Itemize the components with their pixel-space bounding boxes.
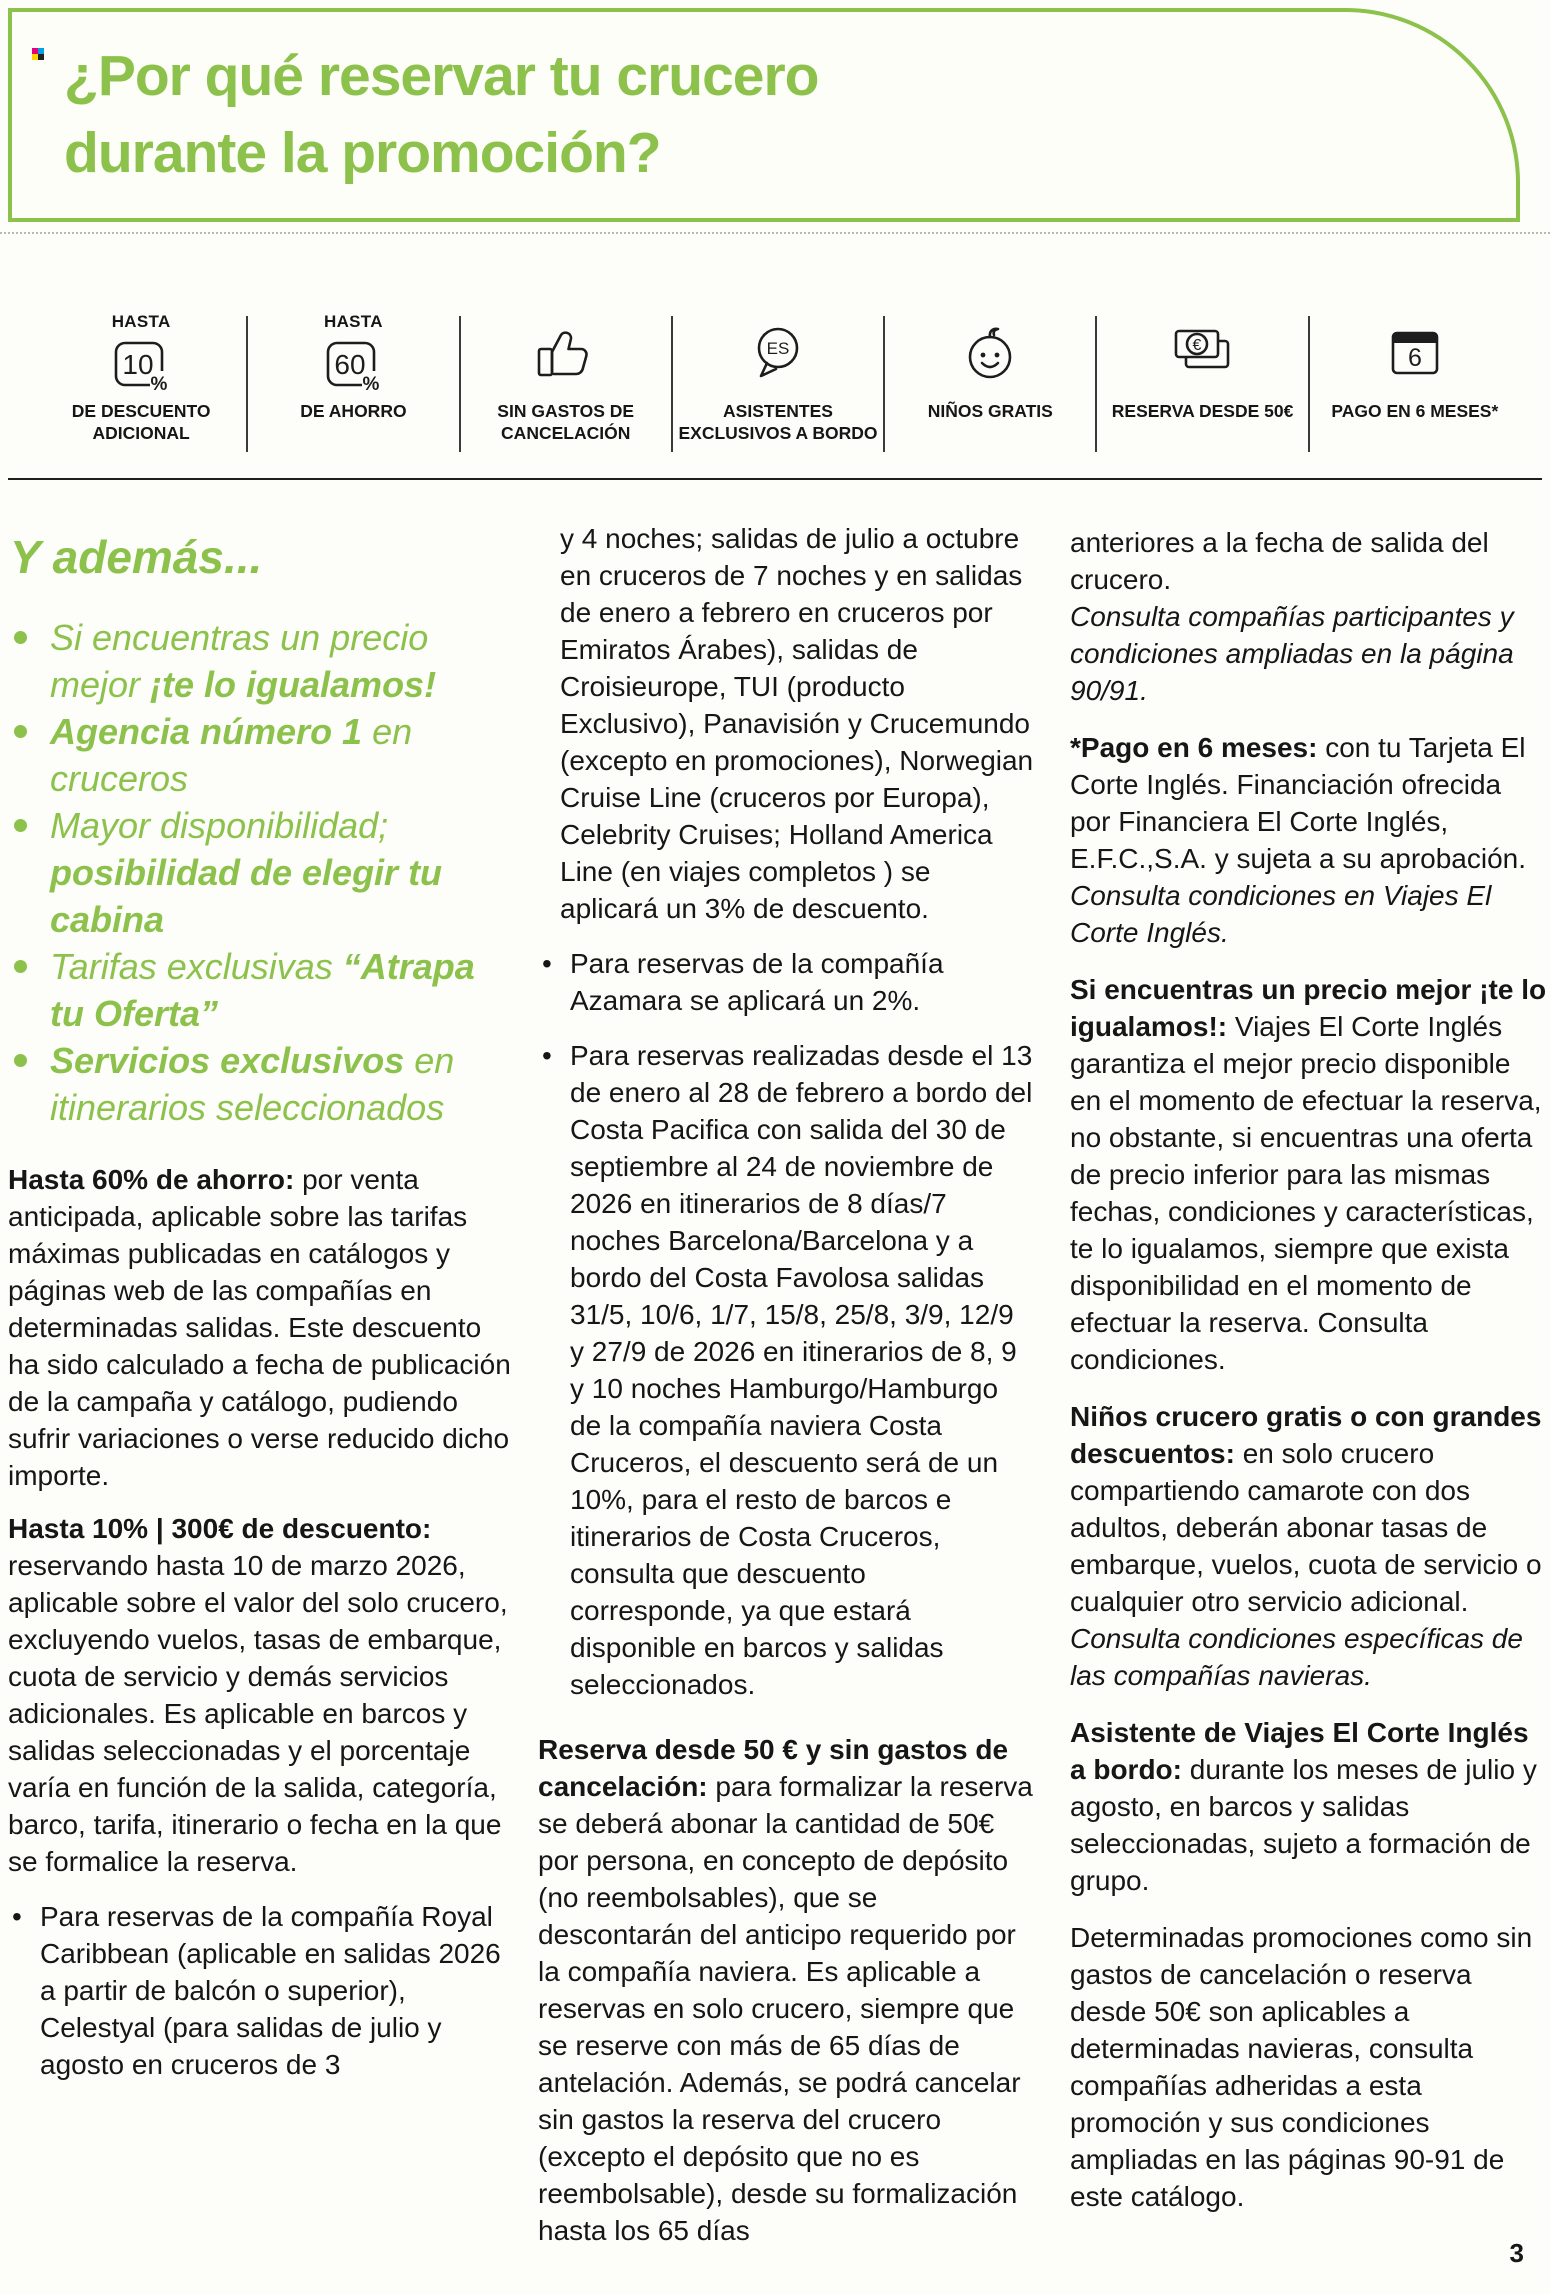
highlight-item: Tarifas exclusivas “Atrapa tu Oferta” <box>8 943 513 1037</box>
highlight-item: Si encuentras un precio mejor ¡te lo igualamos! <box>8 614 513 708</box>
terms-royal-caribbean-bullet: • Para reservas de la compañía Royal Caribbean (aplicable en salidas 2026 a partir de balcón o superior), Celestyal (para salidas de julio y agosto en cruceros de 3 <box>8 1898 513 2083</box>
benefit-onboard-assistants <box>673 312 883 444</box>
note-participating-companies: Consulta compañías participantes y condiciones ampliadas en la página 90/91. <box>1070 601 1514 706</box>
terms-azamara-bullet: • Para reservas de la compañía Azamara se aplicará un 2%. <box>538 945 1035 1019</box>
benefits-strip <box>36 312 1520 452</box>
terms-savings-paragraph: Hasta 60% de ahorro: por venta anticipada, aplicable sobre las tarifas máximas publicadas en catálogos y páginas web de las compañías en determinadas salidas. Este descuento ha sido calculado a fecha de publicación de la campaña y catálogo, pudiendo sufrir variaciones o verse reducido dicho importe. <box>8 1164 511 1491</box>
benefit-top-label: HASTA <box>324 312 383 331</box>
benefit-label: PAGO EN 6 MESES* <box>1331 401 1499 421</box>
benefit-pay-6-months <box>1310 312 1520 422</box>
svg-text:60: 60 <box>334 349 366 380</box>
benefit-label: DE AHORRO <box>300 401 407 421</box>
highlight-item: Mayor disponibilidad; posibilidad de elegir tu cabina <box>8 802 513 943</box>
column-middle <box>538 520 1035 2265</box>
thumbs-up-icon <box>534 312 598 394</box>
benefit-kids-free <box>885 312 1095 422</box>
page-title-line1: ¿Por qué reservar tu crucero <box>64 44 819 108</box>
page-number: 3 <box>1509 2238 1524 2268</box>
svg-text:%: % <box>150 374 168 392</box>
benefit-label: ASISTENTES EXCLUSIVOS A BORDO <box>678 401 878 443</box>
baby-face-icon <box>960 312 1020 394</box>
terms-continuation-paragraph: y 4 noches; salidas de julio a octubre en cruceros de 7 noches y en salidas de enero a febrero en cruceros por Emiratos Árabes), salidas de Croisieurope, TUI (producto Exclusivo), Panavisión y Crucemundo (excepto en promociones), Norwegian Cruise Line (cruceros por Europa), Celebrity Cruises; Holland America Line (en viajes completos ) se aplicará un 3% de descuento. <box>560 523 1034 924</box>
benefit-label: NIÑOS GRATIS <box>927 401 1053 421</box>
calendar-6-icon <box>1387 312 1443 394</box>
svg-text:10: 10 <box>122 349 154 380</box>
terms-costa-bullet: • Para reservas realizadas desde el 13 de enero al 28 de febrero a bordo del Costa Pacifica con salida del 30 de septiembre al 24 de noviembre de 2026 en itinerarios de 8 días/7 noches Barcelona/Barcelona y a bordo del Costa Favolosa salidas 31/5, 10/6, 1/7, 15/8, 25/8, 3/9, 12/9 y 27/9 de 2026 en itinerarios de 8, 9 y 10 noches Hamburgo/Hamburgo de la compañía naviera Costa Cruceros, el descuento será de un 10%, para el resto de barcos e itinerarios de Costa Cruceros, consulta que descuento corresponde, ya que estará disponible en barcos y salidas seleccionados. <box>538 1037 1035 1703</box>
column-left <box>8 518 513 2099</box>
benefit-savings <box>248 312 458 422</box>
svg-text:ES: ES <box>766 339 790 358</box>
percent-60-badge-icon <box>324 336 382 394</box>
svg-text:€: € <box>1192 337 1201 354</box>
highlights-list <box>8 614 513 1131</box>
terms-price-match-paragraph: Si encuentras un precio mejor ¡te lo igualamos!: Viajes El Corte Inglés garantiza el mejor precio disponible en el momento de efectuar la reserva, no obstante, si encuentras una oferta de precio inferior para las mismas fechas, condiciones y características, te lo igualamos, siempre que exista disponibilidad en el momento de efectuar la reserva. Consulta condiciones. <box>1070 974 1547 1375</box>
benefit-deposit-50 <box>1097 312 1307 422</box>
euro-banknotes-icon <box>1170 312 1236 394</box>
benefit-label: SIN GASTOS DE CANCELACIÓN <box>497 401 635 443</box>
highlight-item: Agencia número 1 en cruceros <box>8 708 513 802</box>
note-conditions-viajes: Consulta condiciones en Viajes El Corte Inglés. <box>1070 880 1492 948</box>
benefit-label: RESERVA DESDE 50€ <box>1111 401 1294 421</box>
section-rule <box>8 478 1542 480</box>
terms-deposit-continuation: anteriores a la fecha de salida del crucero. Consulta compañías participantes y condiciones ampliadas en la página 90/91. <box>1070 527 1514 706</box>
note-shipping-companies: Consulta condiciones específicas de las compañías navieras. <box>1070 1623 1523 1691</box>
page-title <box>12 12 1516 192</box>
terms-deposit-paragraph: Reserva desde 50 € y sin gastos de cancelación: para formalizar la reserva se deberá abonar la cantidad de 50€ por persona, en concepto de depósito (no reembolsables), que se descontarán del anticipo requerido por la compañía naviera. Es aplicable a reservas en solo crucero, siempre que se reserve con más de 65 días de antelación. Además, se podrá cancelar sin gastos la reserva del crucero (excepto el depósito que no es reembolsable), desde su formalización hasta los 65 días <box>538 1734 1033 2246</box>
terms-promotions-paragraph: Determinadas promociones como sin gastos de cancelación o reserva desde 50€ son aplicables a determinadas navieras, consulta compañías adheridas a esta promoción y sus condiciones ampliadas en las páginas 90-91 de este catálogo. <box>1070 1922 1533 2212</box>
benefit-label: DE DESCUENTO ADICIONAL <box>71 401 211 443</box>
print-registration-mark <box>32 48 44 60</box>
speech-bubble-es-icon <box>746 312 810 394</box>
besides-heading: Y además... <box>10 531 263 583</box>
column-right <box>1070 524 1548 2235</box>
highlight-item: Servicios exclusivos en itinerarios seleccionados <box>8 1037 513 1131</box>
terms-discount-paragraph: Hasta 10% | 300€ de descuento: reservando hasta 10 de marzo 2026, aplicable sobre el valor del solo crucero, excluyendo vuelos, tasas de embarque, cuota de servicio y demás servicios adicionales. Es aplicable en barcos y salidas seleccionadas y el porcentaje varía en función de la salida, categoría, barco, tarifa, itinerario o fecha en la que se formalice la reserva. <box>8 1513 508 1877</box>
terms-6-months-paragraph: *Pago en 6 meses: con tu Tarjeta El Corte Inglés. Financiación ofrecida por Financiera El Corte Inglés, E.F.C.,S.A. y sujeta a su aprobación. Consulta condiciones en Viajes El Corte Inglés. <box>1070 732 1527 948</box>
benefit-extra-discount <box>36 312 246 444</box>
benefit-top-label: HASTA <box>111 312 171 331</box>
svg-text:6: 6 <box>1407 344 1422 372</box>
svg-text:%: % <box>362 374 380 392</box>
promo-header-box <box>8 8 1520 222</box>
terms-assistant-paragraph: Asistente de Viajes El Corte Inglés a bordo: durante los meses de julio y agosto, en barcos y salidas seleccionadas, sujeto a formación de grupo. <box>1070 1717 1537 1896</box>
dotted-divider <box>0 232 1550 234</box>
benefit-no-cancel-fee <box>461 312 671 444</box>
terms-kids-paragraph: Niños crucero gratis o con grandes descuentos: en solo crucero compartiendo camarote con dos adultos, deberán abonar tasas de embarque, vuelos, cuota de servicio o cualquier otro servicio adicional. Consulta condiciones específicas de las compañías navieras. <box>1070 1401 1542 1691</box>
percent-10-badge-icon <box>112 336 170 394</box>
page-title-line2: durante la promoción? <box>64 121 661 185</box>
